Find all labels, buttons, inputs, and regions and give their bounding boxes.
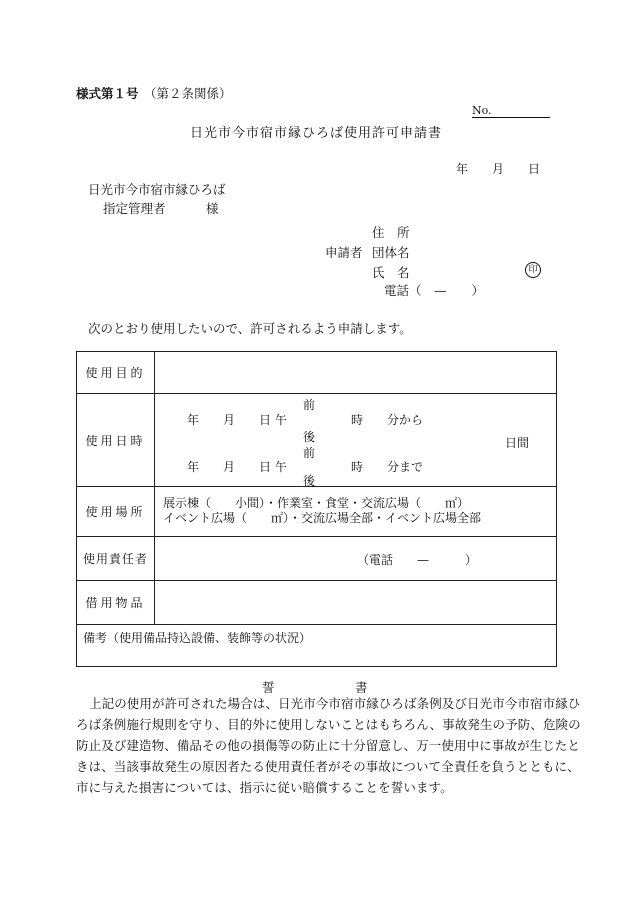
datetime-row: [77, 394, 556, 487]
pledge-title-left: 誓: [262, 680, 275, 695]
pledge-line: ろば条例施行規則を守り、目的外に使用しないことはもちろん、事故発生の予防、危険の: [76, 717, 581, 732]
intro-text: 次のとおり使用したいので、許可されるよう申請します。: [88, 321, 412, 336]
person-label: 使用責任者: [77, 537, 155, 580]
place-options-line1: 展示棟（ 小間）・作業室・食堂・交流広場（ ㎡）: [163, 496, 470, 510]
start-hour-label: 時: [351, 413, 364, 427]
remarks-label: 備考（使用備品持込設備、装飾等の状況）: [83, 631, 312, 645]
purpose-row: [77, 352, 556, 394]
date-day-label: 日: [528, 162, 541, 176]
form-relation-label: （第２条関係）: [144, 86, 232, 101]
place-options-line2: イベント広場（ ㎡）・交流広場全部・イベント広場全部: [163, 511, 482, 525]
applicant-address-label: 住 所: [372, 225, 410, 240]
addressee-facility: 日光市今市宿市縁ひろば: [88, 182, 226, 197]
end-pm-label: 後: [303, 474, 316, 488]
remarks-row: [77, 625, 556, 666]
applicant-role-label: 申請者: [325, 245, 363, 260]
items-label: 借用物品: [77, 581, 155, 624]
pledge-line: 市に与えた損害については、指示に従い賠償することを誓います。: [76, 780, 453, 795]
addressee-manager: 指定管理者: [103, 201, 166, 216]
addressee-honorific: 様: [206, 201, 219, 216]
pledge-text: [76, 693, 581, 798]
page-title: 日光市今市宿市縁ひろば使用許可申請書: [190, 126, 443, 141]
start-year-label: 年: [187, 413, 200, 427]
pledge-title-right: 書: [355, 680, 368, 695]
end-year-label: 年: [187, 460, 200, 474]
purpose-label: 使用目的: [77, 352, 155, 393]
date-month-label: 月: [492, 162, 505, 176]
pledge-line: きは、当該事故発生の原因者たる使用責任者がその事故について全責任を負うとともに、: [76, 759, 580, 774]
start-pm-label: 後: [303, 430, 316, 444]
pledge-line: 上記の使用が許可された場合は、日光市今市宿市縁ひろば条例及び日光市今市宿市縁ひ: [89, 696, 581, 711]
pledge-line: 防止及び建造物、備品その他の損傷等の防止に十分留意し、万一使用中に事故が生じたと: [76, 738, 581, 753]
person-row: [77, 537, 556, 581]
form-number-label: 様式第１号: [76, 86, 139, 101]
document-number-field: [472, 104, 550, 118]
duration-days-label: 日間: [505, 436, 530, 450]
datetime-label: 使用日時: [77, 394, 155, 486]
end-hour-label: 時: [351, 460, 364, 474]
start-am-label: 前: [303, 398, 316, 412]
applicant-phone-label: 電話（ — ）: [384, 283, 485, 298]
document-number-label: No.: [472, 104, 492, 117]
applicant-group-label: 団体名: [372, 245, 410, 260]
place-row: [77, 487, 556, 537]
end-month-label: 月: [223, 460, 236, 474]
start-month-label: 月: [223, 413, 236, 427]
start-day-label: 日 午: [259, 413, 287, 427]
person-phone-label: （電話 — ）: [357, 553, 478, 567]
end-day-label: 日 午: [259, 460, 287, 474]
applicant-name-label: 氏 名: [372, 265, 410, 280]
seal-mark: 印: [525, 262, 541, 278]
application-table: [76, 351, 557, 667]
place-label: 使用場所: [77, 487, 155, 536]
end-am-label: 前: [303, 446, 316, 460]
start-minute-label: 分から: [387, 413, 424, 427]
items-row: [77, 581, 556, 625]
end-minute-label: 分まで: [387, 460, 424, 474]
date-year-label: 年: [456, 162, 469, 176]
